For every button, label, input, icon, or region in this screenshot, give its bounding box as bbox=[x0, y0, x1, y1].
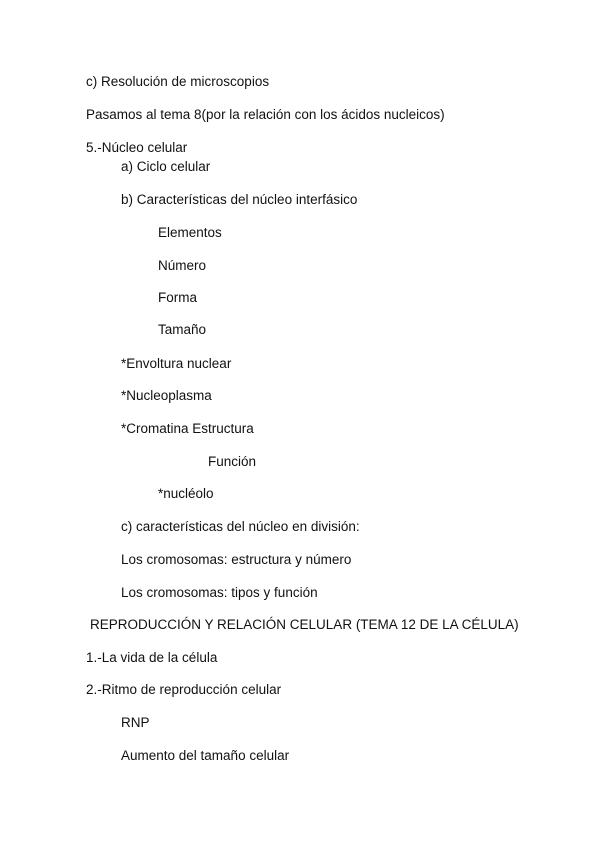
line-nucleo-celular: 5.-Núcleo celular bbox=[86, 140, 188, 155]
line-rnp: RNP bbox=[121, 715, 150, 730]
line-cromosomas-estructura: Los cromosomas: estructura y número bbox=[121, 552, 352, 567]
line-ritmo-reproduccion: 2.-Ritmo de reproducción celular bbox=[86, 682, 282, 697]
line-resolucion-microscopios: c) Resolución de microscopios bbox=[86, 74, 270, 89]
line-numero: Número bbox=[158, 258, 207, 273]
line-forma: Forma bbox=[158, 290, 198, 305]
line-tamano: Tamaño bbox=[158, 322, 207, 337]
line-elementos: Elementos bbox=[158, 225, 222, 240]
line-aumento-tamano: Aumento del tamaño celular bbox=[121, 748, 290, 763]
line-ciclo-celular: a) Ciclo celular bbox=[121, 159, 211, 174]
line-caracteristicas-division: c) características del núcleo en división: bbox=[121, 519, 360, 534]
line-envoltura-nuclear: *Envoltura nuclear bbox=[121, 356, 232, 371]
line-funcion: Función bbox=[208, 454, 257, 469]
line-cromatina-estructura: *Cromatina Estructura bbox=[121, 421, 254, 436]
line-cromosomas-tipos: Los cromosomas: tipos y función bbox=[121, 585, 318, 600]
line-caracteristicas-interfasico: b) Características del núcleo interfásico bbox=[121, 192, 358, 207]
line-nucleoplasma: *Nucleoplasma bbox=[121, 388, 212, 403]
line-nucleolo: *nucléolo bbox=[158, 486, 214, 501]
line-reproduccion-heading: REPRODUCCIÓN Y RELACIÓN CELULAR (TEMA 12 DE LA CÉLULA) bbox=[90, 617, 519, 632]
line-pasamos-tema-8: Pasamos al tema 8(por la relación con los ácidos nucleicos) bbox=[86, 107, 445, 122]
line-vida-celula: 1.-La vida de la célula bbox=[86, 650, 218, 665]
